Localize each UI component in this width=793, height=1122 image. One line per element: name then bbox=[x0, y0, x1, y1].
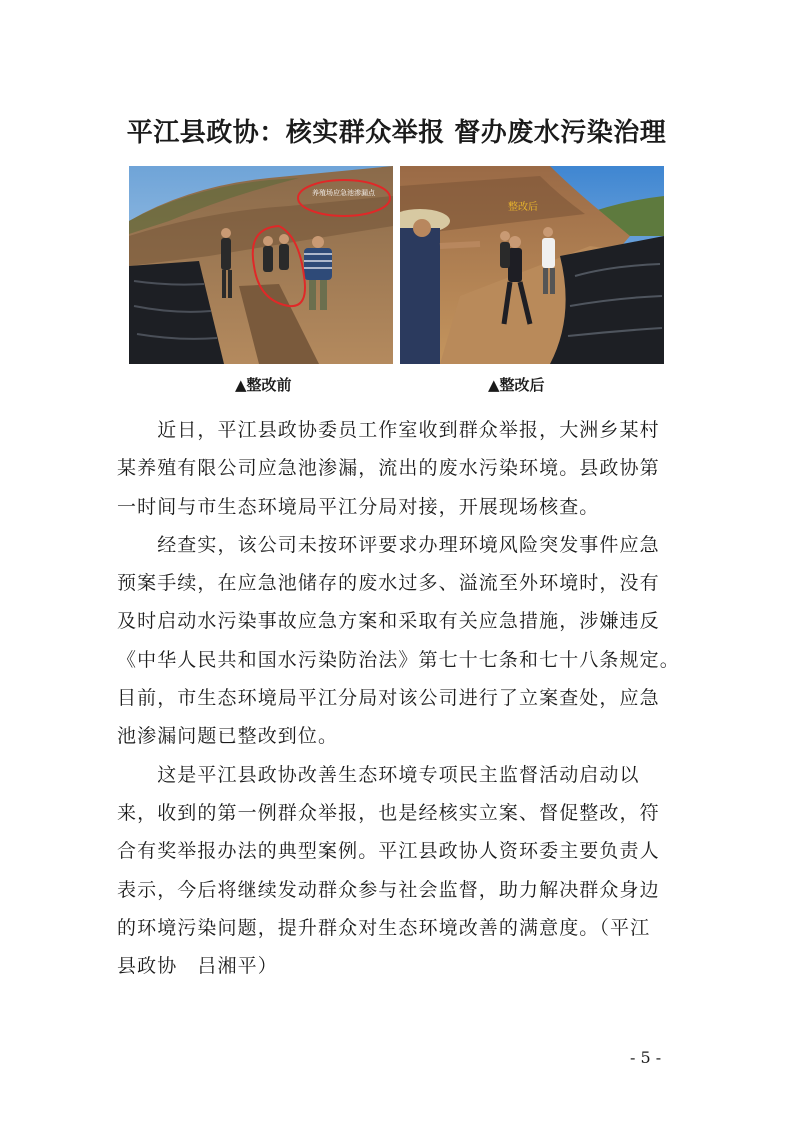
photo-caption-before: ▲整改前 bbox=[235, 376, 292, 394]
photo-before-annotation: 养殖场应急池渗漏点 bbox=[312, 189, 375, 197]
photo-after-annotation: 整改后 bbox=[508, 202, 538, 213]
body-line: 目前，市生态环境局平江分局对该公司进行了立案查处，应急 bbox=[117, 687, 660, 710]
body-line: 预案手续，在应急池储存的废水过多、溢流至外环境时，没有 bbox=[117, 572, 660, 595]
page-number: - 5 - bbox=[630, 1048, 662, 1067]
body-line: 一时间与市生态环境局平江分局对接，开展现场核查。 bbox=[117, 495, 600, 518]
photo-caption-after: ▲整改后 bbox=[488, 376, 545, 394]
body-line: 合有奖举报办法的典型案例。平江县政协人资环委主要负责人 bbox=[117, 840, 660, 863]
article-title: 平江县政协：核实群众举报 督办废水污染治理 bbox=[126, 118, 667, 148]
body-line: 池渗漏问题已整改到位。 bbox=[117, 725, 339, 748]
body-line: 的环境污染问题，提升群众对生态环境改善的满意度。（平江 bbox=[117, 916, 651, 939]
body-line: 这是平江县政协改善生态环境专项民主监督活动启动以 bbox=[117, 763, 640, 786]
body-line: 县政协 吕湘平） bbox=[117, 955, 278, 978]
article-body bbox=[117, 411, 685, 985]
body-line: 近日，平江县政协委员工作室收到群众举报，大洲乡某村 bbox=[117, 419, 660, 441]
body-line: 来，收到的第一例群众举报，也是经核实立案、督促整改，符 bbox=[117, 801, 660, 824]
photo-after-rectification bbox=[400, 166, 664, 364]
body-line: 及时启动水污染事故应急方案和采取有关应急措施，涉嫌违反 bbox=[117, 610, 660, 633]
body-line: 《中华人民共和国水污染防治法》第七十七条和七十八条规定。 bbox=[117, 648, 680, 671]
body-line: 经查实，该公司未按环评要求办理环境风险突发事件应急 bbox=[117, 533, 660, 556]
body-line: 某养殖有限公司应急池渗漏，流出的废水污染环境。县政协第 bbox=[117, 457, 660, 480]
photo-before-rectification bbox=[129, 166, 393, 364]
body-line: 表示，今后将继续发动群众参与社会监督，助力解决群众身边 bbox=[117, 878, 660, 901]
